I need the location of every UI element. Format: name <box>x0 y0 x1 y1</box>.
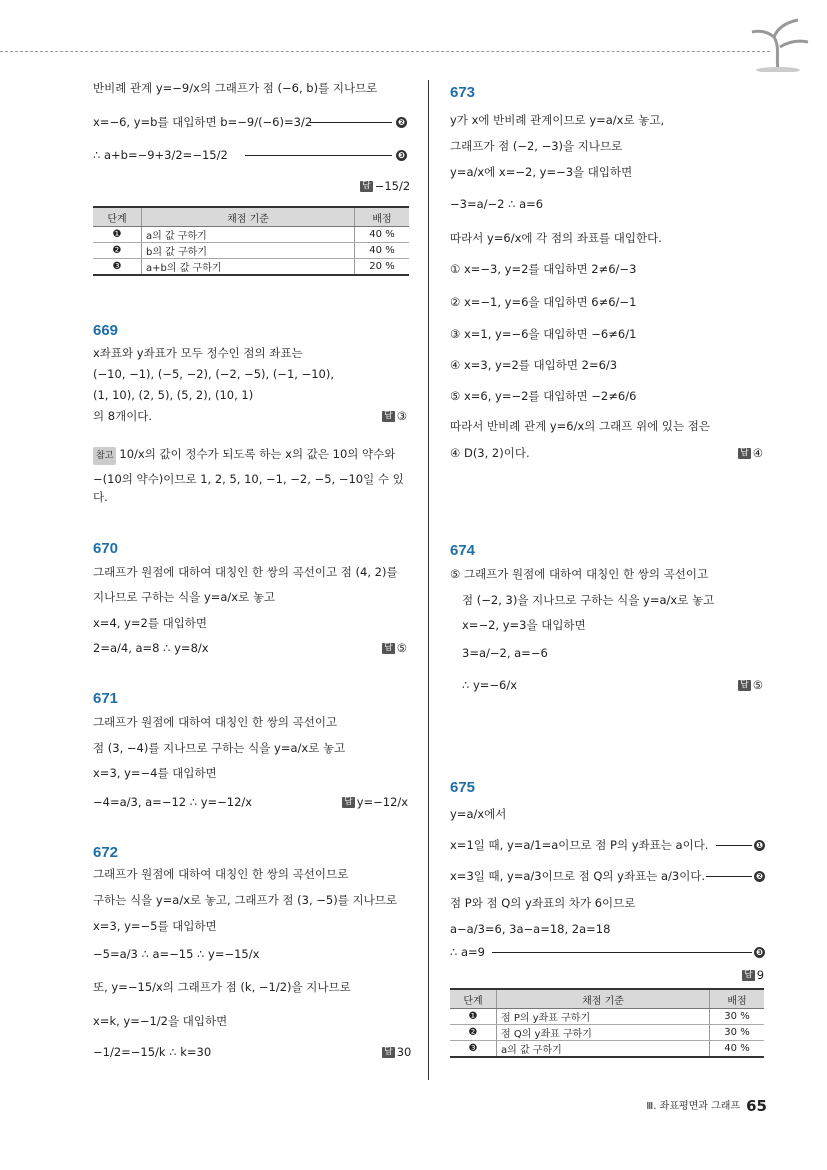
p672-line4: −5=a/3 ∴ a=−15 ∴ y=−15/x <box>93 947 260 961</box>
table-header: 배점 <box>355 207 410 227</box>
p675-leader-3 <box>492 952 752 953</box>
p668-leader-3 <box>245 155 392 156</box>
page-number: 65 <box>746 1097 767 1115</box>
p675-leader-2 <box>706 876 752 877</box>
note-tag: 참고 <box>93 447 116 465</box>
p669-line2: (−10, −1), (−5, −2), (−2, −5), (−1, −10), <box>93 367 334 381</box>
p673-line2: 그래프가 점 (−2, −3)을 지나므로 <box>450 139 623 153</box>
table-row: ❸ a의 값 구하기 40 % <box>450 1041 764 1058</box>
p670-line2: 지나므로 구하는 식을 y=a/x로 놓고 <box>93 590 276 604</box>
p675-leader-1 <box>716 845 752 846</box>
problem-number-671: 671 <box>93 690 119 707</box>
p668-criteria-table <box>93 206 409 276</box>
p671-line3: x=3, y=−4를 대입하면 <box>93 766 217 780</box>
p673-option5: ⑤ x=6, y=−2를 대입하면 −2≠6/6 <box>450 389 637 403</box>
p668-line2: x=−6, y=b를 대입하면 b=−9/(−6)=3/2 <box>93 115 313 129</box>
p672-line2: 구하는 식을 y=a/x로 놓고, 그래프가 점 (3, −5)를 지나므로 <box>93 893 397 907</box>
p669-line4: 의 8개이다. <box>93 409 153 423</box>
p671-line1: 그래프가 원점에 대하여 대칭인 한 쌍의 곡선이고 <box>93 715 338 729</box>
p673-line4: −3=a/−2 ∴ a=6 <box>450 197 544 211</box>
page-footer <box>646 1097 767 1115</box>
p668-line3: ∴ a+b=−9+3/2=−15/2 <box>93 148 228 162</box>
problem-number-674: 674 <box>450 542 476 559</box>
problem-number-670: 670 <box>93 540 119 557</box>
p669-line3: (1, 10), (2, 5), (5, 2), (10, 1) <box>93 388 254 402</box>
problem-number-672: 672 <box>93 844 119 861</box>
p673-line6: 따라서 반비례 관계 y=6/x의 그래프 위에 있는 점은 <box>450 419 710 433</box>
p672-line3: x=3, y=−5를 대입하면 <box>93 919 217 933</box>
problem-number-669: 669 <box>93 322 119 339</box>
p675-line6: ∴ a=9 <box>450 945 485 959</box>
p675-marker-2: ❷ <box>754 871 765 882</box>
column-divider <box>428 80 429 1080</box>
p674-line5: ∴ y=−6/x <box>462 678 518 692</box>
p673-option3: ③ x=1, y=−6을 대입하면 −6≠6/1 <box>450 327 637 341</box>
table-row: ❶ 점 P의 y좌표 구하기 30 % <box>450 1009 764 1025</box>
p670-answer: 답 ⑤ <box>384 641 408 655</box>
p673-line5: 따라서 y=6/x에 각 점의 좌표를 대입한다. <box>450 231 662 245</box>
chapter-label: Ⅲ. 좌표평면과 그래프 <box>646 1101 741 1112</box>
table-header: 배점 <box>710 989 765 1009</box>
p675-criteria-table <box>450 988 764 1058</box>
p668-line1: 반비례 관계 y=−9/x의 그래프가 점 (−6, b)를 지나므로 <box>93 81 378 95</box>
p674-line4: 3=a/−2, a=−6 <box>462 646 548 660</box>
p675-line2: x=1일 때, y=a/1=a이므로 점 P의 y좌표는 a이다. <box>450 838 709 852</box>
p675-line3: x=3일 때, y=a/3이므로 점 Q의 y좌표는 a/3이다. <box>450 869 706 883</box>
table-row: ❷ b의 값 구하기 40 % <box>93 243 409 259</box>
answer-tag: 답 <box>362 181 371 191</box>
table-row: ❷ 점 Q의 y좌표 구하기 30 % <box>450 1025 764 1041</box>
p673-option1: ① x=−3, y=2를 대입하면 2≠6/−3 <box>450 262 637 276</box>
table-row: ❸ a+b의 값 구하기 20 % <box>93 259 409 276</box>
p668-marker-2: ❷ <box>396 117 407 128</box>
header-rule <box>0 51 770 52</box>
p671-answer: 답 y=−12/x <box>344 795 409 809</box>
p668-answer: 답 −15/2 <box>362 179 411 193</box>
p673-option2: ② x=−1, y=6을 대입하면 6≠6/−1 <box>450 295 637 309</box>
p673-option4: ④ x=3, y=2를 대입하면 2=6/3 <box>450 358 618 372</box>
table-header: 채점 기준 <box>142 207 355 227</box>
p670-line1: 그래프가 원점에 대하여 대칭인 한 쌍의 곡선이고 점 (4, 2)를 <box>93 565 398 579</box>
p675-line1: y=a/x에서 <box>450 807 507 821</box>
p672-line5: 또, y=−15/x의 그래프가 점 (k, −1/2)을 지나므로 <box>93 980 351 994</box>
p675-marker-1: ❶ <box>754 840 765 851</box>
p675-marker-3: ❸ <box>754 947 765 958</box>
p668-marker-3: ❸ <box>396 150 407 161</box>
table-header: 단계 <box>93 207 142 227</box>
table-header: 채점 기준 <box>497 989 710 1009</box>
p669-line1: x좌표와 y좌표가 모두 정수인 점의 좌표는 <box>93 346 303 360</box>
problem-number-675: 675 <box>450 779 476 796</box>
p674-line3: x=−2, y=3을 대입하면 <box>462 618 586 632</box>
p675-line4: 점 P와 점 Q의 y좌표의 차가 6이므로 <box>450 896 636 910</box>
p671-line4: −4=a/3, a=−12 ∴ y=−12/x <box>93 795 253 809</box>
p673-line7: ④ D(3, 2)이다. <box>450 446 530 460</box>
p671-line2: 점 (3, −4)를 지나므로 구하는 식을 y=a/x로 놓고 <box>93 741 346 755</box>
p675-line5: a−a/3=6, 3a−a=18, 2a=18 <box>450 922 611 936</box>
table-row: ❶ a의 값 구하기 40 % <box>93 227 409 243</box>
p673-line3: y=a/x에 x=−2, y=−3을 대입하면 <box>450 165 633 179</box>
p670-line4: 2=a/4, a=8 ∴ y=8/x <box>93 641 209 655</box>
p672-line6: x=k, y=−1/2을 대입하면 <box>93 1014 228 1028</box>
p674-answer: 답 ⑤ <box>740 678 764 692</box>
p669-note-line1: 참고 10/x의 값이 정수가 되도록 하는 x의 값은 10의 약수와 <box>93 445 395 465</box>
p674-line2: 점 (−2, 3)을 지나므로 구하는 식을 y=a/x로 놓고 <box>462 593 715 607</box>
problem-number-673: 673 <box>450 84 476 101</box>
tree-illustration-icon <box>738 12 818 72</box>
p673-line1: y가 x에 반비례 관계이므로 y=a/x로 놓고, <box>450 113 665 127</box>
p673-answer: 답 ④ <box>740 446 764 460</box>
p669-note-line2: −(10의 약수)이므로 1, 2, 5, 10, −1, −2, −5, −10일 수 있다. <box>93 472 404 504</box>
p669-answer: 답 ③ <box>384 409 408 423</box>
p672-answer: 답 30 <box>384 1045 412 1059</box>
p674-line1: ⑤ 그래프가 원점에 대하여 대칭인 한 쌍의 곡선이고 <box>450 567 709 581</box>
p668-leader-2 <box>310 122 392 123</box>
p672-line1: 그래프가 원점에 대하여 대칭인 한 쌍의 곡선이므로 <box>93 867 349 881</box>
p672-line7: −1/2=−15/k ∴ k=30 <box>93 1045 212 1059</box>
p675-answer: 답 9 <box>744 968 765 982</box>
table-header: 단계 <box>450 989 497 1009</box>
p670-line3: x=4, y=2를 대입하면 <box>93 616 208 630</box>
